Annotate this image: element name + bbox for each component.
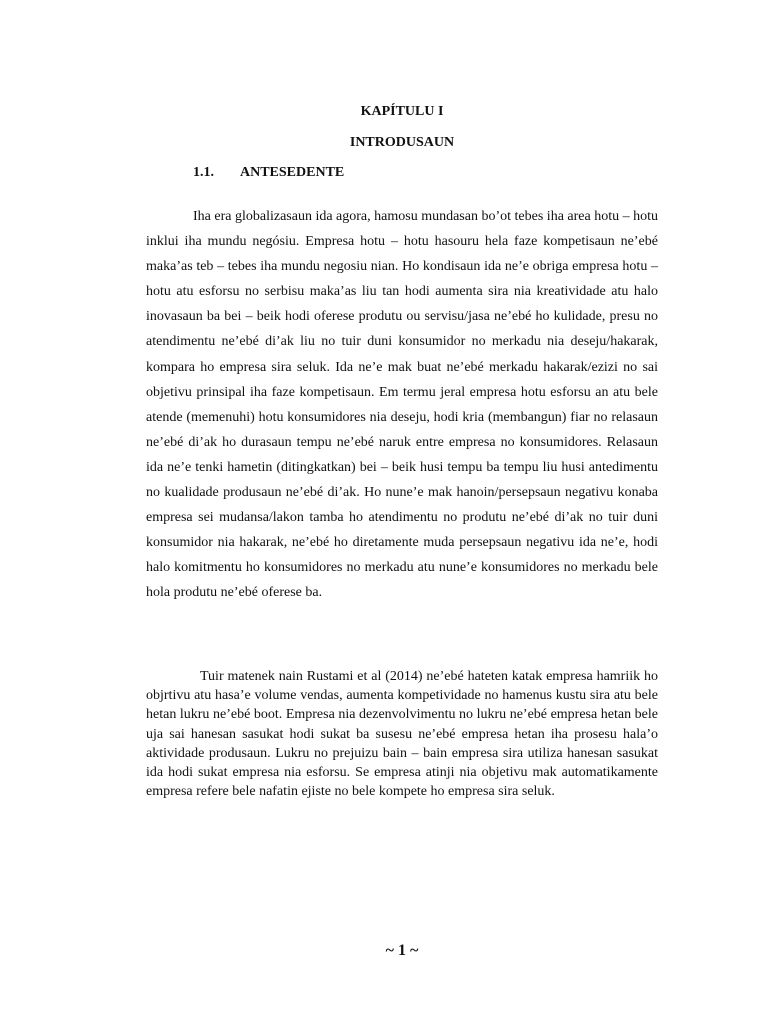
body-paragraph-1: Iha era globalizasaun ida agora, hamosu mundasan bo’ot tebes iha area hotu – hotu inklui iha mundu negósiu. Empresa hotu – hotu hasouru hela faze kompetisaun ne’ebé maka’as teb – tebes iha mundu negosiu nian. Ho kondisaun ida ne’e obriga empresa hotu – hotu atu esforsu no serbisu maka’as liu tan hodi aumenta sira nia kreatividade atu halo inovasaun ba bei – beik hodi oferese produtu ou servisu/jasa ne’ebé ho kulidade, presu no atendimentu ne’ebé di’ak liu no tuir duni konsumidor no merkadu nia deseju/hakarak, kompara ho empresa sira seluk. Ida ne’e mak buat ne’ebé merkadu hakarak/ezizi no sai objetivu prinsipal iha faze kompetisaun. Em termu jeral empresa hotu esforsu an atu bele atende (memenuhi) hotu konsumidores nia deseju, hodi kria (membangun) fiar no relasaun ne’ebé di’ak ho durasaun tempu ne’ebé naruk entre empresa no konsumidores. Relasaun ida ne’e tenki hametin (ditingkatkan) bei – beik husi tempu ba tempu liu husi antedimentu no kualidade produsaun ne’ebé di’ak. Ho nune’e mak hanoin/persepsaun negativu konaba empresa sei mudansa/lakon tamba ho atendimentu no produtu ne’ebé di’ak no tuir duni konsumidor nia hakarak, ne’ebé ho diretamente muda persepsaun negativu ida ne’e, hodi halo komitmentu ho konsumidores no merkadu atu nune’e konsumidores no merkadu bele hola produtu ne’ebé oferese ba.: [146, 209, 658, 601]
chapter-title: INTRODUSAUN: [349, 135, 455, 150]
section-title: ANTESEDENTE: [240, 165, 345, 180]
page-number: ~ 1 ~: [385, 942, 419, 959]
chapter-heading: KAPÍTULU I: [360, 104, 444, 119]
section-number: 1.1.: [193, 165, 214, 180]
section-heading: [193, 165, 344, 181]
body-paragraph-2: Tuir matenek nain Rustami et al (2014) ne’ebé hateten katak empresa hamriik ho objrtivu atu hasa’e volume vendas, aumenta kompetividade no hamenus kustu sira atu bele hetan lukru ne’ebé boot. Empresa nia dezenvolvimentu no lukru ne’ebé empresa hetan bele uja sai hanesan sasukat hodi sukat ba susesu ne’ebé empresa hetan iha prosesu hala’o aktividade produsaun. Lukru no prejuizu bain – bain empresa sira utiliza hanesan sasukat ida hodi sukat empresa nia esforsu. Se empresa atinji nia objetivu mak automatikamente empresa refere bele nafatin ejiste no bele kompete ho empresa sira seluk.: [146, 669, 658, 800]
